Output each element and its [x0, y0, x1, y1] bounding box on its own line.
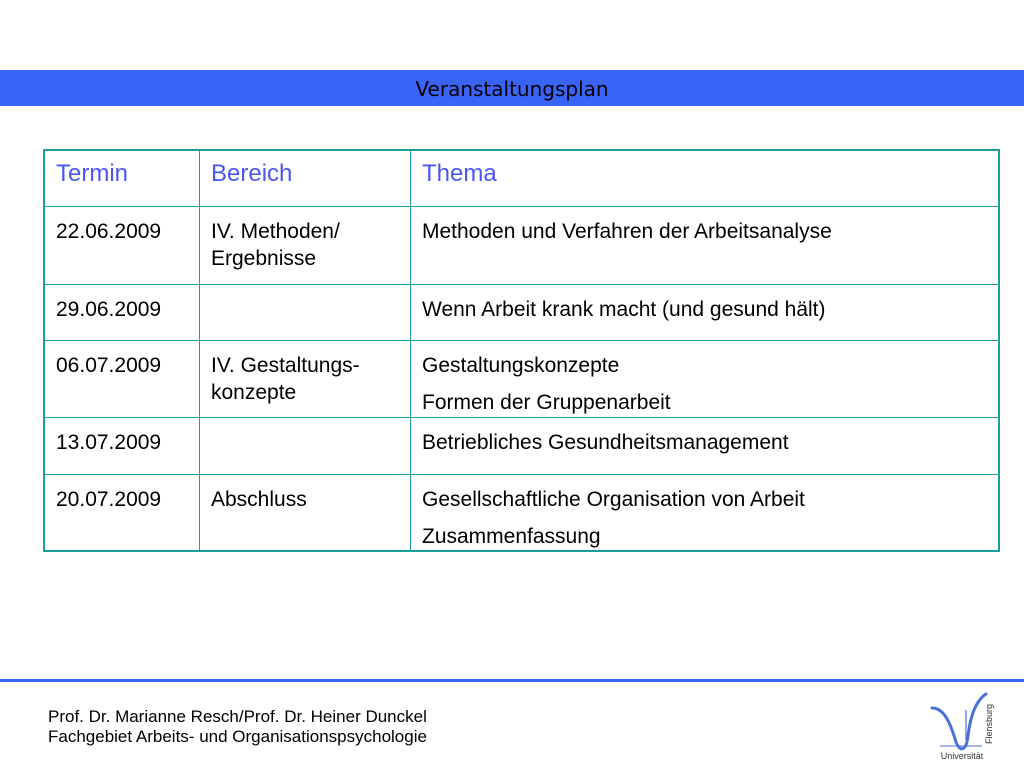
bereich-line: Abschluss: [211, 487, 307, 511]
logo-swoosh-icon: [932, 694, 986, 749]
table-row: [44, 206, 999, 284]
thema-line: Methoden und Verfahren der Arbeitsanalyse: [422, 219, 832, 243]
title-bar: [0, 70, 1024, 106]
bereich-line: IV. Gestaltungs-: [211, 353, 360, 377]
university-logo-icon: [926, 690, 998, 762]
cell-bereich: [200, 340, 411, 417]
bereich-line: konzepte: [211, 380, 297, 404]
table-row: [44, 417, 999, 474]
table-row: [44, 284, 999, 340]
cell-bereich: [200, 417, 411, 474]
logo-subtitle: Universität: [940, 751, 984, 761]
table-row: [44, 340, 999, 417]
cell-bereich: [200, 474, 411, 551]
cell-termin: 20.07.2009: [44, 474, 200, 551]
footer-credits: [48, 707, 427, 747]
cell-termin: 06.07.2009: [44, 340, 200, 417]
column-header-thema: Thema: [411, 150, 1000, 206]
column-header-bereich: Bereich: [200, 150, 411, 206]
footer-line-authors: Prof. Dr. Marianne Resch/Prof. Dr. Heiner Dunckel: [48, 707, 427, 726]
cell-thema: [411, 474, 1000, 551]
thema-line: Gesellschaftliche Organisation von Arbeit: [422, 487, 805, 511]
thema-line: Formen der Gruppenarbeit: [422, 390, 671, 414]
footer-line-department: Fachgebiet Arbeits- und Organisationspsychologie: [48, 727, 427, 746]
thema-line: Betriebliches Gesundheitsmanagement: [422, 430, 789, 454]
schedule-table: [43, 149, 1000, 552]
cell-thema: [411, 417, 1000, 474]
footer-divider: [0, 679, 1024, 682]
cell-bereich: [200, 284, 411, 340]
cell-termin: 29.06.2009: [44, 284, 200, 340]
cell-bereich: [200, 206, 411, 284]
bereich-line: Ergebnisse: [211, 246, 317, 270]
thema-line: Wenn Arbeit krank macht (und gesund hält): [422, 297, 826, 321]
column-header-termin: Termin: [44, 150, 200, 206]
slide-title: Veranstaltungsplan: [415, 77, 609, 101]
cell-termin: 22.06.2009: [44, 206, 200, 284]
cell-termin: 13.07.2009: [44, 417, 200, 474]
cell-thema: [411, 340, 1000, 417]
bereich-line: IV. Methoden/: [211, 219, 340, 243]
thema-line: Gestaltungskonzepte: [422, 353, 620, 377]
cell-thema: [411, 284, 1000, 340]
thema-line: Zusammenfassung: [422, 524, 601, 548]
table-row: [44, 474, 999, 551]
cell-thema: [411, 206, 1000, 284]
logo-name: Flensburg: [984, 703, 994, 745]
table-header-row: [44, 150, 999, 206]
